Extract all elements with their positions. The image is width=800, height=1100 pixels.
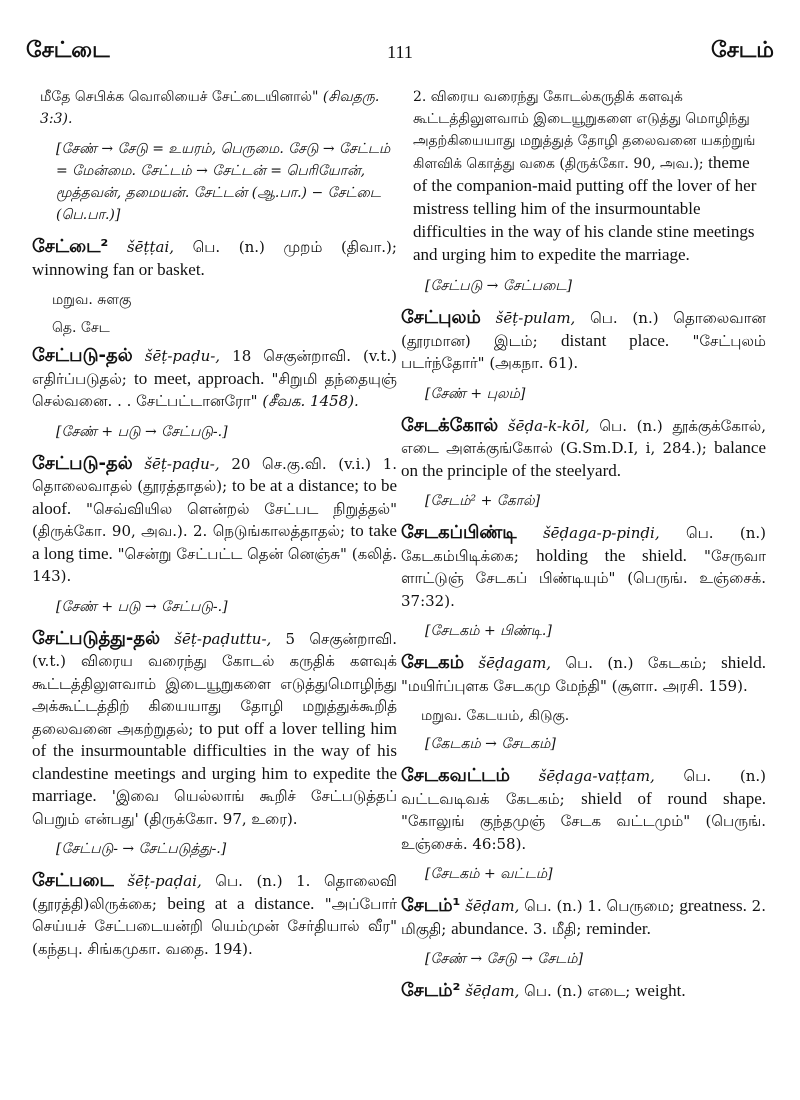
synonym: மறுவ. சுளகு <box>52 292 132 308</box>
grammar-info: பெ. (n.) 1. பெருமை; <box>524 897 675 915</box>
cognate: தெ. சேட <box>52 320 110 336</box>
etymology: [சேண் → சேடு → சேடம்] <box>425 951 583 967</box>
english-meaning: shield. <box>721 653 766 672</box>
synonym: மறுவ. கேடயம், கிடுகு. <box>421 708 570 724</box>
quotation: "சென்று சேட்பட்ட தென் னெஞ்சு" (கலித். 143). <box>32 544 398 585</box>
english-meaning: distant place. <box>560 330 670 350</box>
transliteration: šēṭ-paḍu-, <box>144 454 220 473</box>
headword: சேட்டை² <box>32 236 109 257</box>
dictionary-entry <box>401 307 766 375</box>
etymology: [சேட்படு → சேட்படை] <box>425 278 572 294</box>
english-meaning: to put off a lover telling him of the insurmountable difficulties in the way of his clandestine meetings and urging him to expedite the marriage. <box>32 718 397 805</box>
english-meaning: being at a distance. <box>167 893 315 913</box>
sense-2: 2. மிகுதி; <box>401 897 766 938</box>
etymology: [கேடகம் → சேடகம்] <box>425 736 556 752</box>
transliteration: šēṭ-paḍai, <box>127 872 202 890</box>
etymology: [சேண் + படு → சேட்படு-.] <box>56 423 228 440</box>
headword: சேடம்² <box>401 980 461 1001</box>
grammar-info: 18 செகுன்றாவி. (v.t.) <box>232 347 397 365</box>
english-meaning: greatness. <box>679 896 747 915</box>
transliteration: šēḍa-k-kōl, <box>507 416 590 435</box>
etymology: [சேண் + புலம்] <box>425 385 526 402</box>
etymology: [சேடகம் + பிண்டி.] <box>425 623 552 639</box>
tamil-meaning: விரைய வரைந்து கோடல் கருதிக் களவுக் கூட்டத்திலுளவாம் இடையூறுகளை எடுத்துமொழிந்து அக்கூட்டத்திற் கியையாது தோழி மறுத்துக்கூறித் தலைவனை அகற்றுதல்; <box>32 652 397 738</box>
english-meaning: shield of round shape. <box>581 788 766 808</box>
transliteration: šēḍam, <box>465 982 520 1000</box>
etymology: [சேடம்² + கோல்] <box>425 493 541 509</box>
english-meaning: weight. <box>635 981 686 1000</box>
page-header <box>26 38 774 68</box>
quotation-source: (சிவதரு. 3:3). <box>40 89 380 127</box>
transliteration: šēḍaga-p-pinḍi, <box>542 524 660 542</box>
headword: சேடகப்பிண்டி <box>401 522 517 543</box>
headword: சேட்படு-தல் <box>32 345 133 366</box>
headword: சேட்படு-தல் <box>32 452 133 474</box>
grammar-info: பெ. (n.) 1. தொலைவி (தூரத்தி)லிருக்கை; <box>32 872 397 913</box>
quotation: "சிறுமி தந்தையுஞ் செல்வனை. . . சேட்பட்டானரோ" <box>32 369 397 410</box>
quotation: "கோலுங் குந்தமுஞ் சேடக வட்டமும்" (பெருங். உஞ்சைக். 46:58). <box>401 812 766 853</box>
sense-2: 2. நெடுங்காலத்தாதல்; <box>193 522 346 540</box>
english-meaning: holding the shield. <box>536 545 687 565</box>
quotation: "சேட்புலம் படர்ந்தோர்" (அகநா. 61). <box>401 331 766 372</box>
tamil-meaning: 2. விரைய வரைந்து கோடல்கருதிக் களவுக் கூட்டத்திலுளவாம் இடையூறுகளை எடுத்து மொழிந்து அதற்கியையாது மறுத்துத் தோழி தலைவனை யகற்றுங் கிளவிக் கொத்து வகை (திருக்கோ. 90, அவ.); <box>413 89 756 172</box>
sense-3: 3. மீதி; <box>532 919 582 938</box>
grammar-info: பெ. (n.) வட்டவடிவக் கேடகம்; <box>401 767 766 808</box>
english-meaning: winnowing fan or basket. <box>32 259 205 279</box>
reference: (G.Sm.D.I, i, 284.); <box>560 439 707 457</box>
quotation: "அப்போர் செய்யச் சேட்படையன்றி யெம்முன் சேர்தியால் வீர" (கந்தபு. சிங்கமுகா. வதை. 194). <box>32 894 397 958</box>
quotation: "சேருவா ளாட்டுஞ் சேடகப் பிண்டியும்" (பெருங். உஞ்சைக். 37:32). <box>401 546 766 610</box>
dictionary-entry <box>32 628 397 831</box>
continued-entry <box>32 86 397 130</box>
grammar-info: பெ. (n.) கேடகம்; <box>565 654 707 672</box>
quotation: "செவ்வியில ளென்றல் சேட்பட நிறுத்தல்" (திருக்கோ. 90, அவ.). <box>32 499 397 540</box>
continued-entry <box>401 86 766 267</box>
headword: சேட்படுத்து-தல் <box>32 627 161 649</box>
grammar-info: பெ. (n.) தொலைவான (தூரமான) இடம்; <box>401 309 766 350</box>
transliteration: šēṭ-paḍu-, <box>144 347 221 365</box>
dictionary-entry <box>401 522 766 612</box>
etymology: [சேண் → சேடு = உயரம், பெருமை. சேடு → சேட்டம் = மேன்மை. சேட்டம் → சேட்டன் = பெரியோன், மூத்தவன், தமையன். சேட்டன் (ஆ.பா.) − சேட்டை (பெ.பா.)] <box>56 141 391 223</box>
english-meaning: to be at a distance; to be aloof. <box>32 476 397 518</box>
etymology: [சேண் + படு → சேட்படு-.] <box>56 598 228 615</box>
english-meaning: reminder. <box>586 918 651 938</box>
grammar-info: 20 செ.கு.வி. (v.i.) <box>231 454 372 473</box>
english-meaning: abundance. <box>451 918 529 938</box>
transliteration: šēḍam, <box>465 897 520 915</box>
page-number: 111 <box>387 42 413 62</box>
english-meaning: to meet, approach. <box>134 368 265 388</box>
dictionary-entry <box>32 453 397 588</box>
guide-word-left: சேட்டை <box>26 38 110 63</box>
grammar-info: பெ. (n.) தூக்குக்கோல், எடை அளக்குங்கோல் <box>401 416 766 457</box>
transliteration: šēḍagam, <box>478 654 552 672</box>
sense-1: 1. தொலைவாதல் (தூரத்தாதல்); <box>32 454 397 495</box>
english-meaning: balance on the principle of the steelyard. <box>401 438 766 480</box>
english-meaning: theme of the companion-maid putting off the lover of her mistress telling him of the insurmountable difficulties in the way of his clande stine meetings and urging him to expedite the marriage. <box>413 153 757 264</box>
headword: சேட்படை <box>32 870 114 891</box>
grammar-info: 5 செகுன்றாவி. (v.t.) <box>32 629 397 670</box>
grammar-info: பெ. (n.) எடை; <box>524 982 631 1000</box>
headword: சேடகவட்டம் <box>401 765 510 786</box>
dictionary-entry <box>401 415 766 483</box>
dictionary-entry <box>401 980 766 1003</box>
grammar-info: பெ. (n.) கேடகம்பிடிக்கை; <box>401 524 766 565</box>
transliteration: šēḍaga-vaṭṭam, <box>538 767 655 785</box>
dictionary-entry <box>401 652 766 697</box>
etymology: [சேடகம் + வட்டம்] <box>425 866 553 882</box>
quotation: "மயிர்ப்புளக சேடகமு மேந்தி" (சூளா. அரசி. 159). <box>401 676 748 695</box>
transliteration: šēṭṭai, <box>126 238 175 256</box>
guide-word-right: சேடம் <box>710 38 774 63</box>
quotation-source: (சீவக. 1458). <box>262 392 359 410</box>
tamil-meaning: எதிர்ப்படுதல்; <box>32 369 127 388</box>
left-column <box>32 86 397 968</box>
quotation: மீதே செபிக்க வொலியைச் சேட்டையினால்" <box>40 89 319 105</box>
transliteration: šēṭ-paḍuttu-, <box>174 629 272 648</box>
right-column <box>401 86 766 1011</box>
headword: சேடகம் <box>401 652 465 673</box>
etymology: [சேட்படு- → சேட்படுத்து-.] <box>56 841 227 857</box>
headword: சேடம்¹ <box>401 895 461 916</box>
transliteration: šēṭ-pulam, <box>495 309 576 327</box>
quotation: 'இவை யெல்லாங் கூறிச் சேட்படுத்தப் பெறும் என்பது' (திருக்கோ. 97, உரை). <box>32 787 397 828</box>
headword: சேட்புலம் <box>401 307 481 328</box>
english-meaning: to take a long time. <box>32 521 397 563</box>
dictionary-entry <box>401 765 766 855</box>
headword: சேடக்கோல் <box>401 414 499 436</box>
dictionary-entry <box>32 236 397 281</box>
grammar-info: பெ. (n.) முறம் (திவா.); <box>192 238 397 256</box>
dictionary-entry <box>32 345 397 413</box>
dictionary-entry <box>32 870 397 960</box>
dictionary-entry <box>401 895 766 940</box>
